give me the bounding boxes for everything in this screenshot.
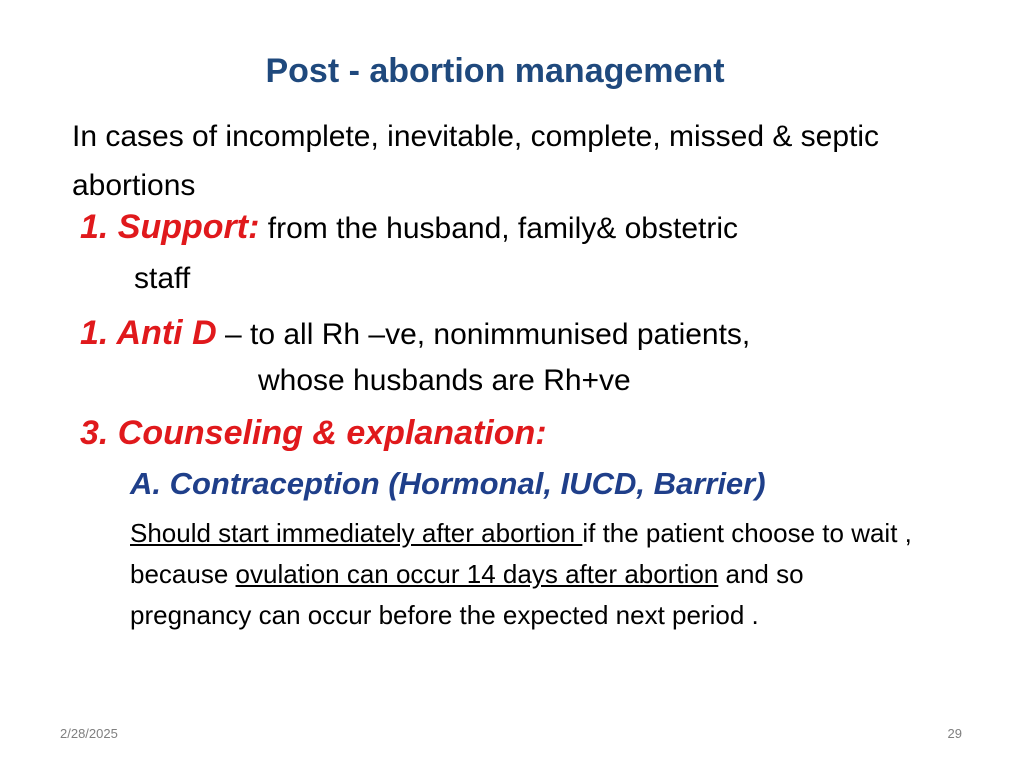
counseling-label: 3. Counseling & explanation: (80, 414, 547, 452)
paragraph-plain-1: if the patient choose to wait , because (130, 518, 912, 589)
slide-title: Post - abortion management (265, 52, 725, 90)
support-continuation: staff (134, 262, 191, 295)
list-item-support (80, 208, 738, 247)
anti-d-label: 1. Anti D (80, 314, 217, 352)
footer-date: 2/28/2025 (60, 726, 118, 741)
paragraph-underlined-1: Should start immediately after abortion (130, 518, 583, 548)
page-number: 29 (947, 726, 962, 741)
support-text: from the husband, family& obstetric (259, 212, 738, 245)
contraception-subheading: A. Contraception (Hormonal, IUCD, Barrier) (130, 466, 766, 501)
contraception-paragraph (130, 513, 930, 636)
anti-d-continuation: whose husbands are Rh+ve (258, 364, 631, 397)
list-item-anti-d (80, 314, 750, 353)
list-item-counseling (80, 414, 547, 453)
paragraph-underlined-2: ovulation can occur 14 days after abortion (235, 559, 719, 589)
intro-text: In cases of incomplete, inevitable, complete, missed & septic abortions (72, 120, 880, 202)
support-label: 1. Support: (80, 208, 260, 246)
paragraph-plain-2: and so pregnancy can occur before the expected next period . (130, 559, 804, 630)
anti-d-text: – to all Rh –ve, nonimmunised patients, (216, 318, 751, 351)
